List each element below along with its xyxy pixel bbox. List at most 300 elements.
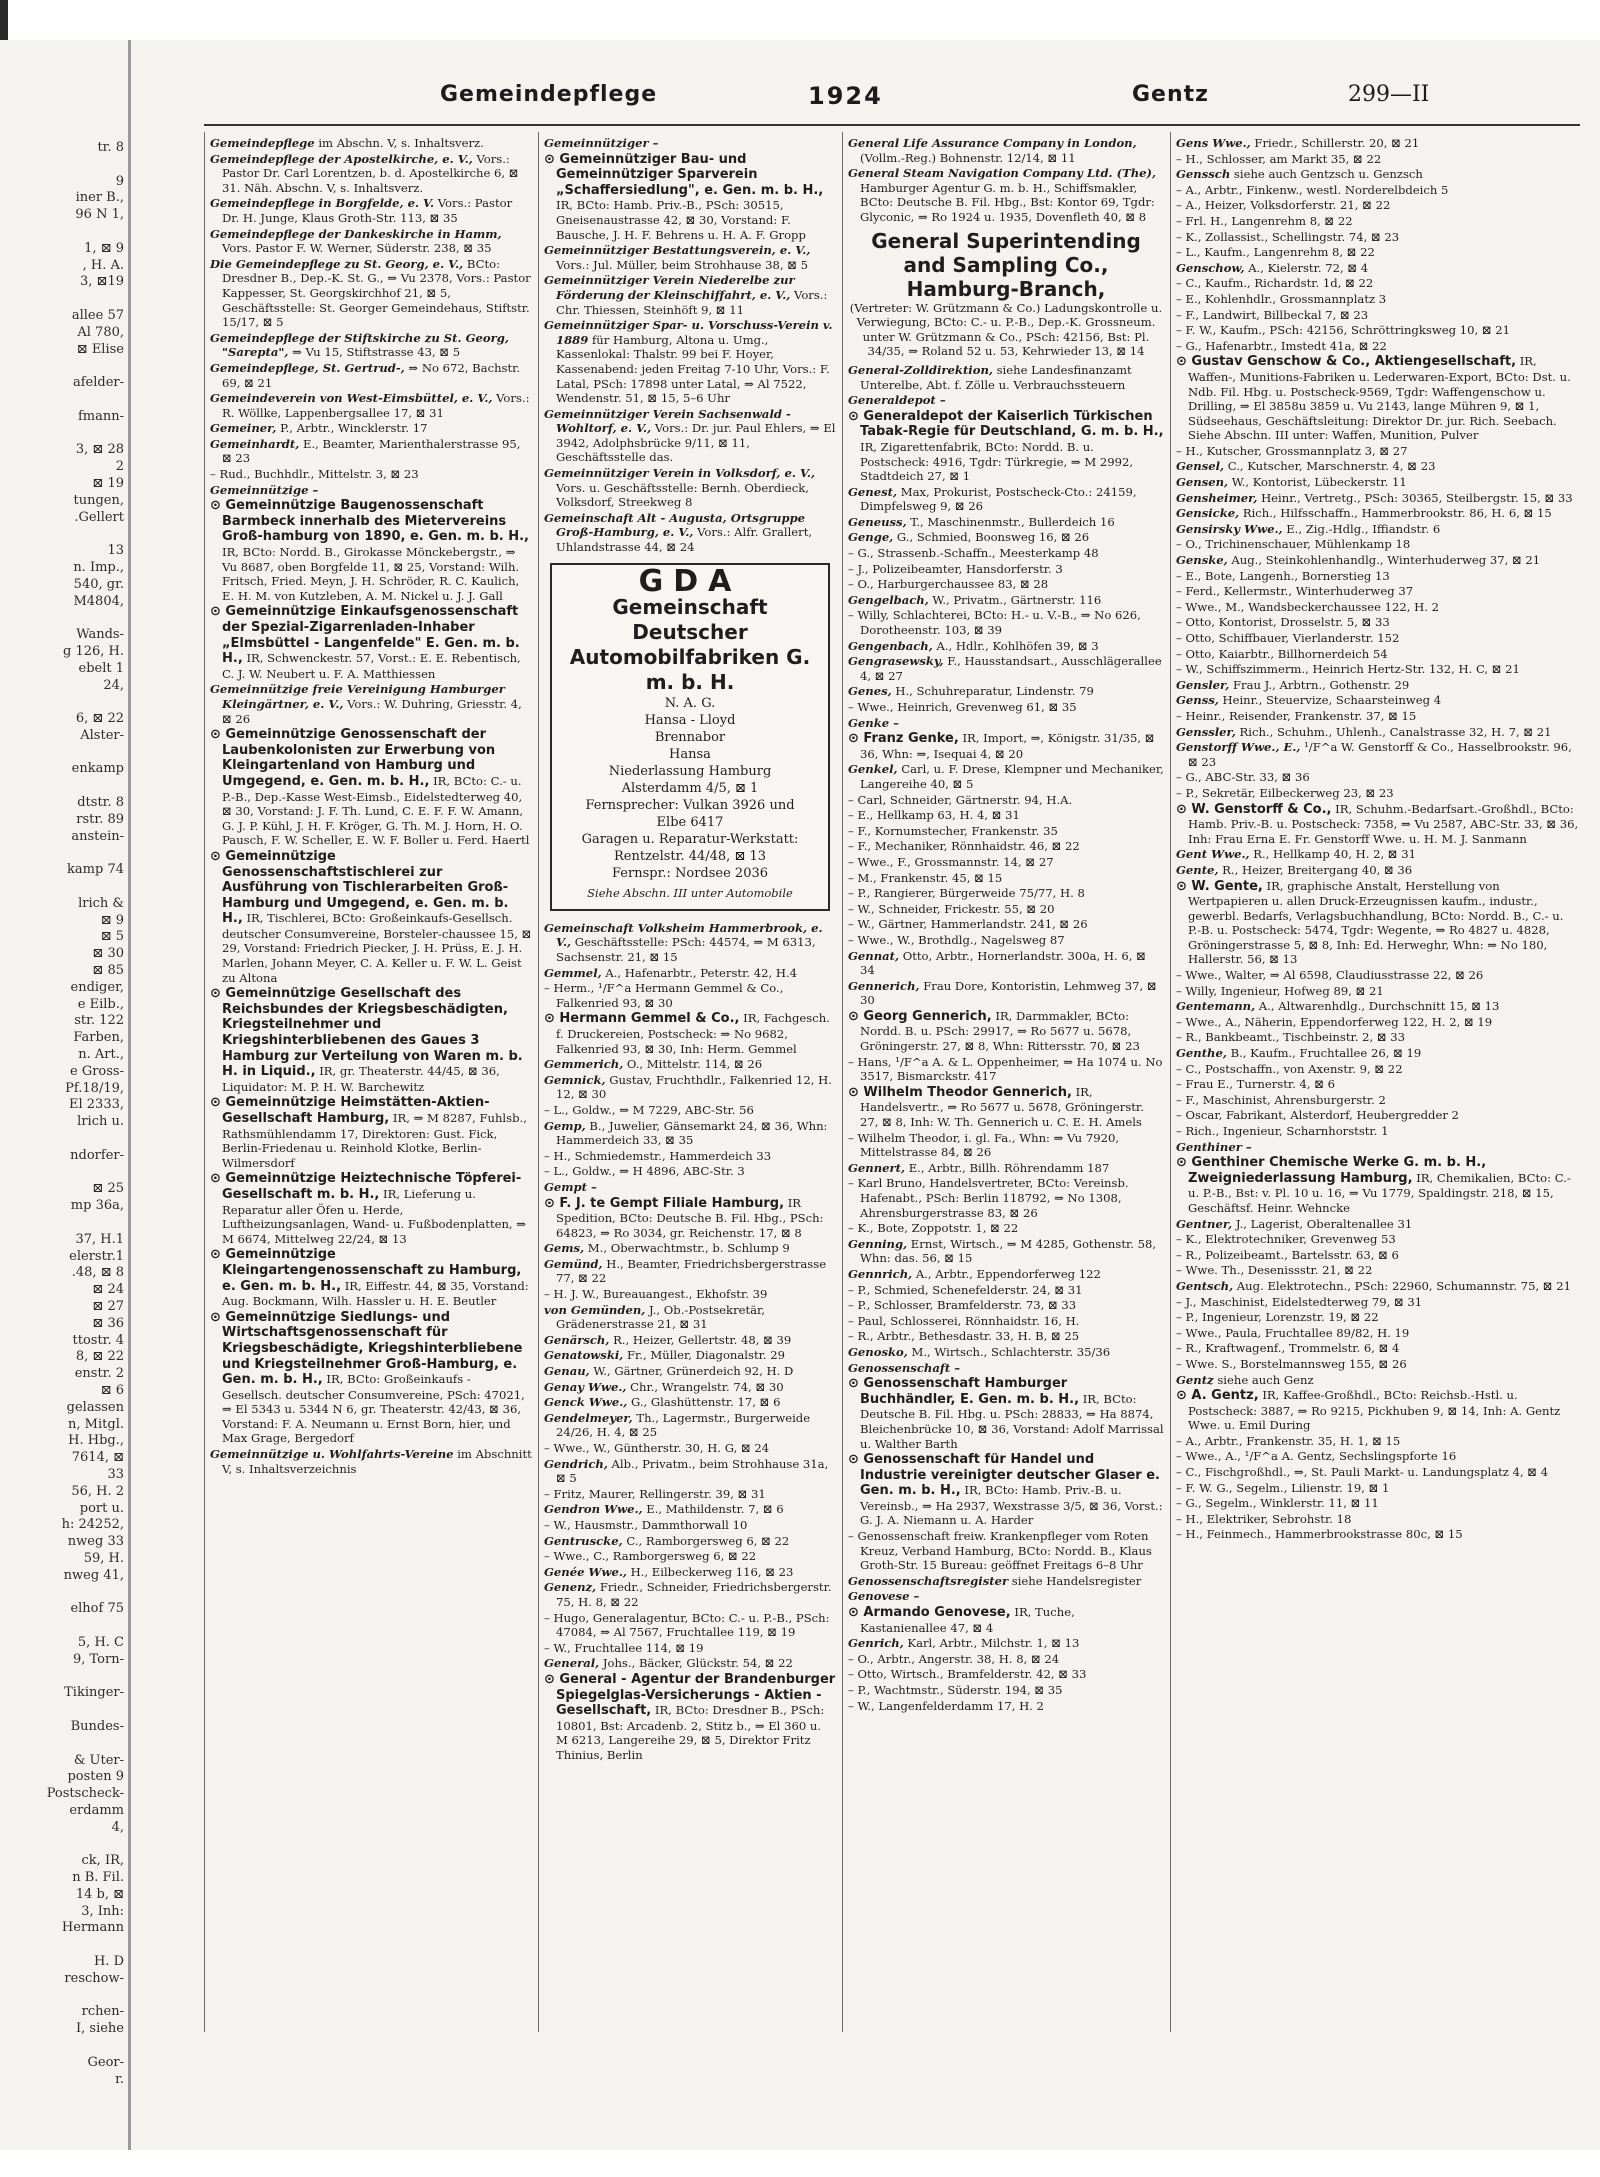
entry-text: – W., Fruchtallee 114, ⊠ 19 (544, 1640, 704, 1655)
entry-text: – E., Kohlenhdlr., Grossmannplatz 3 (1176, 291, 1387, 306)
entry-name: ⊙ Genossenschaft Hamburger Buchhändler, E. Gen. m. b. H., (848, 1376, 1080, 1407)
entry-text: für Hamburg, Altona u. Umg., Kassenlokal: Thalstr. 99 bei F. Hoyer, Kassenabend: jeden Freitag 7-10 Uhr, Vors.: F. Latal, PSch: 17898 unter Latal, ⇒ Al 7522, Wendenstr. 51, ⊠ 15, 5–6 Uhr (556, 332, 830, 406)
directory-entry (544, 407, 836, 465)
entry-text: – Karl Bruno, Handelsvertreter, BCto: Vereinsb. Hafenabt., PSch: Berlin 118792, ⇒ No 1308, Ahrensburgerstrasse 83, ⊠ 26 (848, 1176, 1129, 1220)
entry-text: IR, Tischlerei, BCto: Großeinkaufs-Gesellsch. deutscher Consumvereine, Borsteler-chaussee 15, ⊠ 29, Vorstand: Friedrich Piecker, J. H. Prüss, E. J. H. Marlen, Johann Meyer, C. A. Keller u. F. W. L. Geist zu Altona (222, 911, 532, 985)
entry-text: Vors.: Pastor Dr. Carl Lorentzen, b. d. Apostelkirche 6, ⊠ 31. Näh. Abschn. V, s. Inhaltsverz. (222, 151, 519, 195)
advertisement-line: Niederlassung Hamburg (608, 764, 772, 780)
directory-entry (544, 136, 836, 151)
entry-name: Gentruscke, (544, 1533, 623, 1548)
entry-name: ⊙ Gemeinnützige Heiztechnische Töpferei-Gesellschaft m. b. H., (210, 1171, 522, 1202)
directory-entry (848, 1636, 1164, 1651)
entry-name: Genes, (848, 684, 892, 699)
entry-text: – Frl. H., Langenrehm 8, ⊠ 22 (1176, 213, 1353, 228)
directory-entry (1176, 537, 1580, 552)
margin-stub: lrich & (78, 895, 124, 911)
entry-name: Genssch (1176, 167, 1231, 182)
directory-entry (1176, 183, 1580, 198)
margin-stub: ⊠ 25 (92, 1181, 124, 1197)
margin-stub: e Eilb., (77, 996, 124, 1012)
entry-text: – H., Elektriker, Sebrohstr. 18 (1176, 1511, 1352, 1526)
directory-entry (1176, 999, 1580, 1014)
directory-entry (848, 839, 1164, 854)
entry-text: M., Oberwachtmstr., b. Schlump 9 (584, 1241, 790, 1256)
directory-entry (848, 546, 1164, 561)
margin-stub: erdamm (69, 1802, 124, 1818)
entry-name: Gems, (544, 1241, 585, 1256)
margin-stub (8, 1585, 124, 1602)
entry-text: – K., Zollassist., Schellingstr. 74, ⊠ 23 (1176, 229, 1400, 244)
entry-text: – Willy, Ingenieur, Hofweg 89, ⊠ 21 (1176, 983, 1384, 998)
margin-stub: 6, ⊠ 22 (75, 711, 124, 727)
entry-text: – Wwe., C., Ramborgersweg 6, ⊠ 22 (544, 1549, 757, 1564)
directory-entry (1176, 1140, 1580, 1155)
directory-entry (1176, 308, 1580, 323)
entry-text: H., Beamter, Friedrichsbergerstrasse 77, ⊠ 22 (556, 1256, 827, 1286)
entry-text: IR, graphische Anstalt, Herstellung von Wertpapieren u. allen Druck-Erzeugnissen kaufm., industr., gewerbl. Bedarfs, Verlagsbuchhandlung, BCto: Nordd. B., C.- u. P.-B. u. Postscheck: 5474, Tgdr: Wegente, ⇒ Ro 4827 u. 4828, Gröningerstrasse 5, ⊠ 8, Inh: Ed. Herweghr, Whn: ⇒ No 180, Hallerstr. 56, ⊠ 13 (1188, 878, 1564, 967)
header-left-keyword: Gemeindepflege (440, 82, 658, 107)
directory-entry (1176, 1527, 1580, 1542)
directory-entry (1176, 584, 1580, 599)
margin-stub: nweg 33 (67, 1534, 124, 1550)
entry-text: Max, Prokurist, Postscheck-Cto.: 24159, Dimpfelsweg 9, ⊠ 26 (860, 484, 1137, 514)
entry-text: – H., Schmiedemstr., Hammerdeich 33 (544, 1148, 772, 1163)
directory-entry (1176, 647, 1580, 662)
advertisement-line: Hansa (669, 747, 711, 763)
margin-stub: tr. 8 (97, 140, 124, 155)
entry-text: IR, Schwenckestr. 57, Vorst.: E. E. Rebentisch, C. J. W. Neubert u. F. A. Matthiessen (222, 651, 521, 681)
entry-name: von Gemünden, (544, 1302, 646, 1317)
entry-name: ⊙ Georg Gennerich, (848, 1008, 992, 1024)
entry-text: Geschäftsstelle: PSch: 44574, ⇒ M 6313, Sachsenstr. 21, ⊠ 15 (556, 935, 816, 964)
directory-entry (848, 608, 1164, 637)
entry-name: Gemmel, (544, 965, 602, 980)
entry-text: – K., Elektrotechniker, Grevenweg 53 (1176, 1232, 1396, 1247)
directory-entry (1176, 198, 1580, 213)
directory-entry (1176, 323, 1580, 338)
directory-column-2 (544, 136, 836, 2036)
entry-name: ⊙ Franz Genke, (848, 731, 959, 747)
entry-name: ⊙ Gemeinnützige Baugenossenschaft Barmbeck innerhalb des Mietervereins Groß-hamburg von 1890, e. Gen. m. b. H., (210, 498, 529, 545)
entry-name: Gentz (1176, 1372, 1214, 1387)
entry-text: – P., Ingenieur, Lorenzstr. 19, ⊠ 22 (1176, 1310, 1379, 1325)
advertisement-logo-mark: GDA (638, 563, 742, 599)
entry-name: Gemeindepflege (210, 136, 315, 150)
directory-entry (1176, 786, 1580, 801)
entry-text: H., Eilbeckerweg 116, ⊠ 23 (626, 1564, 794, 1579)
directory-column-1 (210, 136, 532, 2036)
entry-name: Genske, (1176, 553, 1228, 568)
directory-entry (210, 498, 532, 603)
entry-text: Ernst, Wirtsch., ⇒ M 4285, Gothenstr. 58, Whn: das. 56, ⊠ 15 (860, 1236, 1157, 1266)
directory-entry (848, 593, 1164, 608)
margin-stub: 33 (107, 1466, 124, 1482)
entry-text: – P., Sekretär, Eilbeckerweg 23, ⊠ 23 (1176, 785, 1394, 800)
directory-entry (544, 1333, 836, 1348)
directory-entry (1176, 1326, 1580, 1341)
directory-entry (848, 1574, 1164, 1589)
directory-entry (848, 1085, 1164, 1130)
directory-entry (1176, 1093, 1580, 1108)
entry-text: H., Schuhreparatur, Lindenstr. 79 (891, 684, 1094, 699)
entry-name: ⊙ General - Agentur der Brandenburger Spiegelglas-Versicherungs - Aktien - Gesellschaft, (544, 1671, 836, 1719)
directory-entry (544, 511, 836, 555)
entry-text: IR, Chemikalien, BCto: C.- u. P.-B., Bst: v. Pl. 10 u. 16, ⇒ Vu 1779, Spaldingstr. 218, ⊠ 15, Geschäftsf. Heinr. Wehncke (1188, 1170, 1571, 1215)
directory-entry (1176, 709, 1580, 724)
entry-name: ⊙ W. Gente, (1176, 878, 1263, 894)
margin-stub: Geor- (87, 2054, 124, 2070)
entry-text: – Wwe., A., ¹/F^a A. Gentz, Sechslingspforte 16 (1176, 1449, 1457, 1464)
entry-name: ⊙ W. Genstorff & Co., (1176, 801, 1332, 817)
margin-stub: rstr. 89 (76, 811, 124, 827)
directory-entry (848, 409, 1164, 484)
entry-text: E., Zig.-Hdlg., Iffiandstr. 6 (1282, 521, 1441, 536)
previous-page-margin (8, 140, 124, 2087)
entry-text: A., Hdlr., Kohlhöfen 39, ⊠ 3 (932, 638, 1099, 653)
margin-stub: 56, H. 2 (71, 1483, 124, 1499)
entry-text: Otto, Arbtr., Hornerlandstr. 300a, H. 6, ⊠ 34 (860, 948, 1146, 978)
margin-stub: H. Hbg., (68, 1433, 124, 1449)
directory-entry (1176, 1030, 1580, 1045)
directory-entry (544, 466, 836, 510)
entry-name: Genossenschaftsregister (848, 1573, 1009, 1588)
margin-stub: 3, ⊠19 (80, 274, 124, 290)
binding-edge (128, 40, 131, 2150)
directory-entry (848, 562, 1164, 577)
directory-entry (848, 1529, 1164, 1573)
entry-text: IR, BCto: Großeinkaufs - Gesellsch. deutscher Consumvereine, PSch: 47021, ⇒ El 5343 u. 5344 N 6, gr. Theaterstr. 42/43, ⊠ 36, Vorstand: F. A. Neumann u. Ernst Born, hier, und Max Grage, Bergedorf (222, 1372, 525, 1446)
directory-entry (1176, 1015, 1580, 1030)
directory-entry (1176, 740, 1580, 769)
entry-text: – R., Bankbeamt., Tischbeinstr. 2, ⊠ 33 (1176, 1030, 1406, 1045)
margin-stub: lrich u. (77, 1114, 124, 1130)
directory-entry (848, 1452, 1164, 1528)
margin-stub: gelassen (66, 1399, 124, 1415)
margin-stub: enstr. 2 (74, 1366, 124, 1382)
entry-text: IR, BCto: Hamb. Priv.-B., PSch: 30515, Gneisenaustrasse 42, ⊠ 30, Vorstand: F. Bausche, J. H. F. Behrens u. H. A. F. Gropp (556, 198, 806, 242)
directory-entry (848, 654, 1164, 683)
margin-stub: 9 (115, 173, 124, 189)
entry-text: Carl, u. F. Drese, Klempner und Mechaniker, Langereihe 40, ⊠ 5 (860, 762, 1164, 791)
entry-name: General Life Assurance Company in London, (848, 136, 1137, 150)
directory-entry (848, 530, 1164, 545)
entry-name: General Steam Navigation Company Ltd. (The), (848, 166, 1157, 181)
entry-text: – F., Maschinist, Ahrensburgerstr. 2 (1176, 1092, 1386, 1107)
directory-entry (544, 1011, 836, 1056)
directory-entry (544, 981, 836, 1010)
directory-entry (544, 921, 836, 965)
entry-text: T., Maschinenmstr., Bullerdeich 16 (906, 514, 1115, 529)
margin-stub: port u. (79, 1500, 124, 1516)
entry-text: Heinr., Steuervize, Schaarsteinweg 4 (1218, 693, 1442, 708)
entry-text: Hamburger Agentur G. m. b. H., Schiffsmakler, BCto: Deutsche B. Fil. Hbg., Bst: Kontor 69, Tgdr: Glyconic, ⇒ Ro 1924 u. 1935, Dovenfleth 40, ⊠ 8 (860, 180, 1155, 224)
entry-text: G., Glashüttenstr. 17, ⊠ 6 (627, 1395, 781, 1410)
entry-name: ⊙ Gemeinnützige Kleingartengenossenschaft zu Hamburg, e. Gen. m. b. H., (210, 1247, 522, 1294)
entry-text: – Wwe. Th., Desenissstr. 21, ⊠ 22 (1176, 1263, 1373, 1278)
directory-entry (544, 1149, 836, 1164)
directory-column-3 (848, 136, 1164, 2036)
entry-text: Aug., Steinkohlenhandlg., Winterhuderweg 37, ⊠ 21 (1227, 553, 1541, 568)
header-page-number: 299—II (1348, 82, 1430, 107)
entry-text: BCto: Dresdner B., Dep.-K. St. G., ⇒ Vu 2378, Vors.: Pastor Kappesser, St. Georgskirchhof 21, ⊠ 5, Geschäftsstelle: St. Georger Gemeindehaus, Stiftstr. 15/17, ⊠ 5 (222, 256, 531, 330)
entry-text: Gustav, Fruchthdlr., Falkenried 12, H. 12, ⊠ 30 (556, 1072, 832, 1102)
margin-stub: H. D (93, 1954, 124, 1970)
directory-entry (210, 136, 532, 151)
directory-entry (544, 1257, 836, 1286)
directory-entry (544, 1441, 836, 1456)
margin-stub: 96 N 1, (75, 207, 124, 223)
entry-text: IR, BCto: Dresdner B., PSch: 10801, Bst: Arcadenb. 2, Stitz b., ⇒ El 360 u. M 6213, Langereihe 29, ⊠ 5, Direktor Fritz Thinius, Berlin (556, 1703, 825, 1762)
entry-name: Genée Wwe., (544, 1564, 627, 1579)
directory-entry (848, 1699, 1164, 1714)
entry-text: – G., ABC-Str. 33, ⊠ 36 (1176, 770, 1310, 785)
margin-stub: tungen, (73, 492, 124, 508)
directory-entry (1176, 1046, 1580, 1061)
directory-entry (848, 1329, 1164, 1344)
directory-entry (544, 1196, 836, 1241)
entry-text: Alb., Privatm., beim Strohhause 31a, ⊠ 5 (556, 1456, 829, 1486)
directory-entry (848, 363, 1164, 392)
entry-text: – A., Heizer, Volksdorferstr. 21, ⊠ 22 (1176, 198, 1391, 213)
entry-text: – Carl, Schneider, Gärtnerstr. 94, H.A. (848, 792, 1073, 807)
entry-text: – Frau E., Turnerstr. 4, ⊠ 6 (1176, 1077, 1336, 1092)
entry-name: Genge, (848, 530, 894, 545)
entry-name: Genay Wwe., (544, 1379, 627, 1394)
margin-stub: ndorfer- (70, 1147, 124, 1163)
directory-entry (1176, 1155, 1580, 1215)
directory-entry (848, 1314, 1164, 1329)
entry-text: A., Arbtr., Eppendorferweg 122 (912, 1266, 1101, 1281)
entry-name: Gemeinnützige u. Wohlfahrts-Vereine (210, 1447, 454, 1462)
margin-stub (8, 879, 124, 896)
directory-entry (1176, 214, 1580, 229)
advertisement-line: Brennabor (654, 730, 726, 746)
entry-text: – R., Kraftwagenf., Trommelstr. 6, ⊠ 4 (1176, 1341, 1400, 1356)
margin-stub: anstein- (71, 828, 124, 844)
entry-text: – W., Hausmstr., Dammthorwall 10 (544, 1517, 748, 1532)
advertisement-line: Alsterdamm 4/5, ⊠ 1 (621, 781, 759, 797)
scan-bottom-edge (0, 2150, 1600, 2177)
entry-name: Gennert, (848, 1160, 906, 1175)
directory-entry (544, 1364, 836, 1379)
entry-text: Chr., Wrangelstr. 74, ⊠ 30 (626, 1379, 784, 1394)
margin-stub: ⊠ Elise (76, 341, 124, 357)
advertisement-line: Garagen u. Reparatur-Werkstatt: (581, 832, 799, 848)
directory-entry (1176, 167, 1580, 182)
directory-entry (210, 196, 532, 225)
directory-entry (1176, 553, 1580, 568)
entry-name: ⊙ Gemeinnützige Genossenschaftstischlerei zur Ausführung von Tischlerarbeiten Groß-Hamburg und Umgegend, e. Gen. m. b. H., (210, 848, 509, 927)
entry-text: – Otto, Kaiarbtr., Billhornerdeich 54 (1176, 646, 1388, 661)
entry-name: Gemeinnütziger Bestattungsverein, e. V., (544, 243, 811, 258)
directory-entry (1176, 1373, 1580, 1388)
margin-stub: afelder- (72, 375, 124, 391)
entry-text: – W., Schiffszimmerm., Heinrich Hertz-Str. 132, H. C, ⊠ 21 (1176, 662, 1520, 677)
advertisement-reference: Siehe Abschn. III unter Automobile (587, 886, 793, 901)
directory-entry (1176, 1077, 1580, 1092)
entry-text: Friedr., Schneider, Friedrichsbergerstr. 75, H. 8, ⊠ 22 (556, 1580, 832, 1609)
directory-entry (210, 361, 532, 390)
margin-stub: ⊠ 9 (100, 912, 124, 928)
entry-text: – Otto, Schiffbauer, Vierlanderstr. 152 (1176, 631, 1400, 645)
entry-name: Gemeinnütziger – (544, 136, 659, 150)
entry-name: Gentsch, (1176, 1278, 1234, 1293)
entry-text: – Wwe., M., Wandsbeckerchaussee 122, H. 2 (1176, 599, 1440, 614)
entry-text: Vors. Pastor F. W. Werner, Süderstr. 238, ⊠ 35 (222, 241, 492, 256)
directory-entry (1176, 152, 1580, 167)
entry-name: Gengelbach, (848, 592, 929, 607)
entry-text: Vors.: Pastor Dr. H. Junge, Klaus Groth-Str. 113, ⊠ 35 (222, 196, 513, 225)
entry-text: – Wwe., F., Grossmannstr. 14, ⊠ 27 (848, 854, 1054, 869)
directory-entry (848, 1176, 1164, 1220)
entry-name: Gemeindepflege der Dankeskirche in Hamm, (210, 226, 502, 241)
directory-entry (544, 1241, 836, 1256)
margin-stub: Farben, (73, 1030, 124, 1046)
margin-stub: ⊠ 24 (92, 1282, 124, 1298)
entry-name: Genau, (544, 1364, 590, 1379)
margin-stub: Pf.18/19, (65, 1080, 124, 1096)
advertisement-line: Rentzelstr. 44/48, ⊠ 13 (613, 849, 767, 865)
directory-entry (1176, 879, 1580, 968)
directory-entry (1176, 136, 1580, 151)
entry-text: – W., Schneider, Frickestr. 55, ⊠ 20 (848, 901, 1055, 916)
entry-name: General-Zolldirektion, (848, 362, 993, 377)
entry-text: – Otto, Wirtsch., Bramfelderstr. 42, ⊠ 33 (848, 1667, 1087, 1682)
directory-entry (1176, 261, 1580, 276)
entry-text: (Vertreter: W. Grützmann & Co.) Ladungskontrolle u. Verwiegung, BCto: C.- u. P.-B., Dep.-K. Grossneum. unter W. Grützmann & Co., PSch: 42156, Bst: Pl. 34/35, ⇒ Roland 52 u. 53, Kehrwieder 13, ⊠ 14 (849, 300, 1163, 359)
directory-entry (848, 824, 1164, 839)
directory-entry (1176, 1279, 1580, 1294)
directory-entry (848, 793, 1164, 808)
margin-stub: fmann- (77, 408, 124, 424)
entry-text: Johs., Bäcker, Glückstr. 54, ⊠ 22 (599, 1656, 793, 1671)
entry-name: Genthiner – (1176, 1139, 1252, 1154)
advertisement-line: N. A. G. (664, 696, 716, 712)
directory-entry (544, 1518, 836, 1533)
directory-entry (544, 1180, 836, 1195)
entry-text: R., Heizer, Gellertstr. 48, ⊠ 39 (609, 1332, 792, 1347)
directory-entry (1176, 984, 1580, 999)
entry-text: W., Gärtner, Grünerdeich 92, H. D (589, 1364, 794, 1379)
margin-stub: ⊠ 6 (100, 1382, 124, 1398)
margin-stub: ⊠ 19 (92, 475, 124, 491)
directory-entry (210, 682, 532, 726)
directory-entry (1176, 230, 1580, 245)
entry-text: Vors.: Chr. Thiessen, Steinhöft 9, ⊠ 11 (556, 287, 828, 317)
margin-stub: 7614, ⊠ (71, 1450, 124, 1466)
directory-entry (544, 1164, 836, 1179)
entry-text: IR, BCto: Nordd. B., Girokasse Mönckebergstr., ⇒ Vu 8687, oben Borgfelde 11, ⊠ 25, Vorstand: Wilh. Fritsch, Fried. Meyn, J. H. Schröder, R. C. Kaulich, E. H. M. von Kutzleben, A. M. Nickel u. J. J. Gall (222, 545, 520, 603)
entry-text: A., Hafenarbtr., Peterstr. 42, H.4 (601, 965, 798, 980)
entry-text: Karl, Arbtr., Milchstr. 1, ⊠ 13 (903, 1636, 1080, 1651)
entry-name: Gensirsky Wwe., (1176, 521, 1283, 536)
entry-text: Vors. u. Geschäftsstelle: Bernh. Oberdieck, Volksdorf, Streekweg 8 (556, 480, 809, 510)
margin-stub: 3, ⊠ 28 (75, 442, 124, 458)
entry-text: IR, Eiffestr. 44, ⊠ 35, Vorstand: Aug. Bockmann, Wilh. Hassler u. H. E. Beutler (222, 1278, 529, 1309)
margin-stub (8, 291, 124, 308)
margin-stub: 2 (115, 459, 124, 475)
margin-stub: El 2333, (69, 1097, 124, 1113)
directory-entry (1176, 678, 1580, 693)
entry-name: Genenz, (544, 1580, 597, 1595)
entry-text: – Otto, Kontorist, Drosselstr. 5, ⊠ 33 (1176, 615, 1390, 630)
entry-name: Gemeinnütziger Verein Niederelbe zur Förderung der Kleinschiffahrt, e. V., (544, 273, 795, 302)
entry-text: – Wwe., W., Brothdlg., Nagelsweg 87 (848, 932, 1065, 947)
entry-text: – L., Goldw., ⇒ H 4896, ABC-Str. 3 (544, 1164, 745, 1179)
margin-stub (8, 224, 124, 241)
directory-entry (848, 1345, 1164, 1360)
entry-name: Gente, (1176, 862, 1219, 877)
entry-name: ⊙ Gemeinnützige Heimstätten-Aktien-Gesellschaft Hamburg, (210, 1095, 490, 1126)
margin-stub: g 126, H. (62, 643, 124, 659)
entry-text: IR, Schuhm.-Bedarfsart.-Großhdl., BCto: Hamb. Priv.-B. u. Postscheck: 7358, ⇒ Vu 2587, ABC-Str. 33, ⊠ 36, Inh: Frau Erna E. Fr. Genstorff Wwe. u. H. M. J. Sanmann (1188, 801, 1579, 846)
directory-entry (848, 639, 1164, 654)
directory-entry (1176, 1295, 1580, 1310)
directory-entry (210, 986, 532, 1094)
directory-entry (1176, 770, 1580, 785)
entry-text: Th., Lagermstr., Burgerweide 24/26, H. 4, ⊠ 25 (556, 1410, 811, 1440)
entry-name: Genrich, (848, 1636, 904, 1651)
entry-text: – Hugo, Generalagentur, BCto: C.- u. P.-B., PSch: 47084, ⇒ Al 7567, Fruchtallee 119, ⊠ 19 (544, 1610, 830, 1640)
directory-entry (848, 855, 1164, 870)
directory-entry (210, 421, 532, 436)
entry-name: General, (544, 1656, 600, 1671)
directory-entry (544, 1287, 836, 1302)
directory-entry (544, 243, 836, 272)
entry-text: C., Ramborgersweg 6, ⊠ 22 (622, 1533, 790, 1548)
entry-name: ⊙ Genthiner Chemische Werke G. m. b. H., Zweigniederlassung Hamburg, (1176, 1155, 1487, 1186)
entry-text: – F., Landwirt, Billbeckal 7, ⊠ 23 (1176, 307, 1369, 322)
entry-text: – G., Strassenb.-Schaffn., Meesterkamp 48 (848, 546, 1099, 561)
directory-entry (1176, 600, 1580, 615)
margin-stub: .48, ⊠ 8 (71, 1265, 124, 1281)
entry-text: – Hans, ¹/F^a A. & L. Oppenheimer, ⇒ Ha 1074 u. No 3517, Bismarckstr. 417 (848, 1054, 1163, 1084)
margin-stub: 8, ⊠ 22 (75, 1349, 124, 1365)
directory-entry (544, 1380, 836, 1395)
entry-text: – Rud., Buchhdlr., Mittelstr. 3, ⊠ 23 (210, 467, 419, 482)
directory-entry (1176, 1062, 1580, 1077)
running-head (140, 82, 1580, 116)
entry-text: Frau J., Arbtrn., Gothenstr. 29 (1229, 677, 1410, 692)
directory-entry (210, 604, 532, 681)
directory-entry (544, 1611, 836, 1640)
margin-stub: n, Mitgl. (68, 1416, 124, 1432)
entry-text: IR, Import, ⇒, Königstr. 31/35, ⊠ 36, Whn: ⇒, Isequai 4, ⊠ 20 (860, 731, 1155, 761)
margin-stub (8, 157, 124, 174)
margin-stub: Hermann (61, 1920, 124, 1936)
entry-text: siehe auch Gentzsch u. Genzsch (1230, 167, 1423, 182)
directory-entry (848, 1652, 1164, 1667)
entry-text: – G., Segelm., Winklerstr. 11, ⊠ 11 (1176, 1496, 1379, 1511)
advertisement-line: Hansa - Lloyd (644, 713, 736, 729)
directory-entry (544, 966, 836, 981)
directory-entry (544, 1502, 836, 1517)
margin-stub: 3, Inh: (81, 1903, 124, 1919)
directory-entry (848, 1376, 1164, 1451)
directory-entry (544, 1672, 836, 1763)
entry-text: Rich., Schuhm., Uhlenh., Canalstrasse 32, H. 7, ⊠ 21 (1235, 724, 1552, 739)
entry-text: – Wwe., A., Näherin, Eppendorferweg 122, H. 2, ⊠ 19 (1176, 1014, 1493, 1029)
entry-name: Generaldepot – (848, 393, 946, 408)
directory-entry (1176, 569, 1580, 584)
margin-stub: endiger, (70, 979, 124, 995)
advertisement-line: Fernspr.: Nordsee 2036 (611, 866, 769, 882)
entry-text: – E., Bote, Langenh., Bornerstieg 13 (1176, 568, 1390, 583)
entry-name: Gemeinnütziger Verein in Volksdorf, e. V., (544, 466, 815, 481)
entry-text: IR, BCto: Deutsche B. Fil. Hbg. u. PSch: 28833, ⇒ Ha 8874, Bleichenbrücke 10, ⊠ 36, Vorstand: Adolf Marrissal u. Walther Barth (860, 1391, 1164, 1451)
directory-entry (848, 1221, 1164, 1236)
directory-entry (210, 152, 532, 196)
